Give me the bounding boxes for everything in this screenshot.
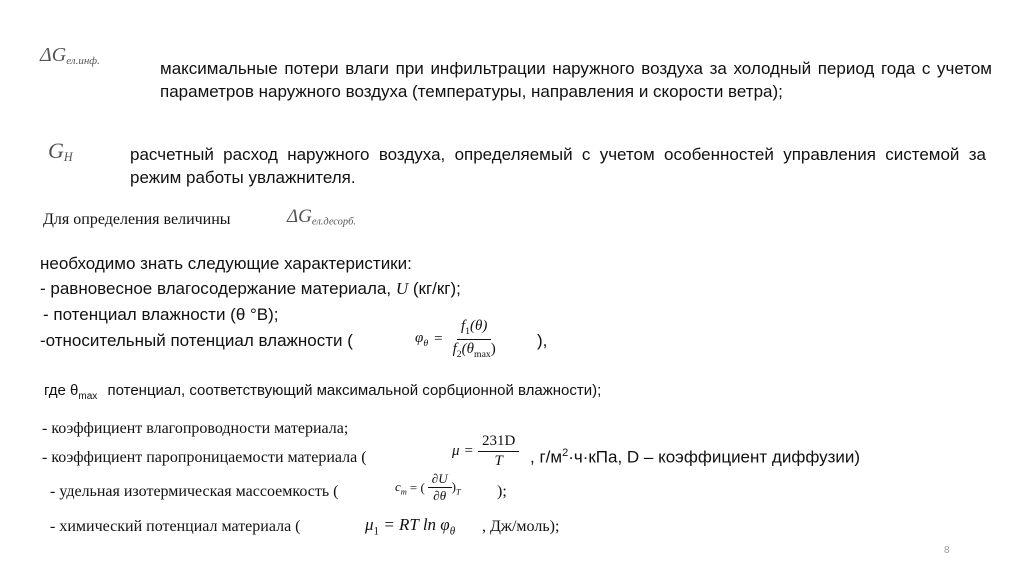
note-theta-max: где $\theta_{max}$ потенциал, соответствующий максимальной сорбционной влажности); xyxy=(44,382,602,402)
definition-outdoor-air-flow: расчетный расход наружного воздуха, определяемый с учетом особенностей управления системой за режим работы увлажнителя. xyxy=(130,145,986,187)
characteristic-equilibrium-moisture: - равновесное влагосодержание материала, U (кг/кг); xyxy=(40,279,461,298)
delta-g-infiltration-symbol: $\Delta G_{ел.инф.}$ xyxy=(40,44,100,67)
note-chemical-potential: - химический потенциал материала ( xyxy=(50,518,301,535)
u-symbol: U xyxy=(395,279,409,298)
characteristic-relative-potential: -относительный потенциал влажности ( xyxy=(40,331,353,350)
vapor-permeability-units: , $г/м^2\cdot ч\cdot кПа$, D – коэффициент диффузии) xyxy=(530,447,861,467)
isothermal-capacity-formula: $c_m$ = ( $\frac{\partial U}{\partial\theta}$ )$_T$ xyxy=(395,471,461,504)
g-outdoor-air-symbol: $G_Н$ xyxy=(48,138,73,165)
characteristic-moisture-potential: - потенциал влажности (θ °В); xyxy=(43,305,279,324)
characteristics-heading: необходимо знать следующие характеристики: xyxy=(40,254,412,273)
definition-infiltration-losses: максимальные потери влаги при инфильтрации наружного воздуха за холодный период года с учетом параметров наружного воздуха (температуры, направления и скорости ветра); xyxy=(160,59,992,101)
page-number: 8 xyxy=(944,545,950,556)
note-vapor-permeability: - коэффициент паропроницаемости материала ( xyxy=(42,449,367,466)
intro-text: Для определения величины xyxy=(43,211,231,228)
note-moisture-conductivity: - коэффициент влагопроводности материала; xyxy=(42,420,349,437)
relative-potential-formula: $\varphi_\theta$ = $\frac{f_1(\theta)}{f_2(\theta_{max})}$ xyxy=(415,318,496,360)
note-isothermal-capacity: - удельная изотермическая массоемкость ( xyxy=(50,483,339,500)
relative-potential-close: ), xyxy=(537,331,548,350)
vapor-permeability-formula: μ = $\frac{231D}{T}$ xyxy=(452,433,519,469)
delta-g-desorption-symbol: $\Delta G_{ел.десорб.}$ xyxy=(287,206,356,228)
chemical-potential-formula: $\mu_1$ = RT $\ln \varphi_\theta$ xyxy=(365,515,456,538)
isothermal-capacity-close: ); xyxy=(497,483,507,500)
chemical-potential-units: , Дж/моль); xyxy=(482,518,560,535)
